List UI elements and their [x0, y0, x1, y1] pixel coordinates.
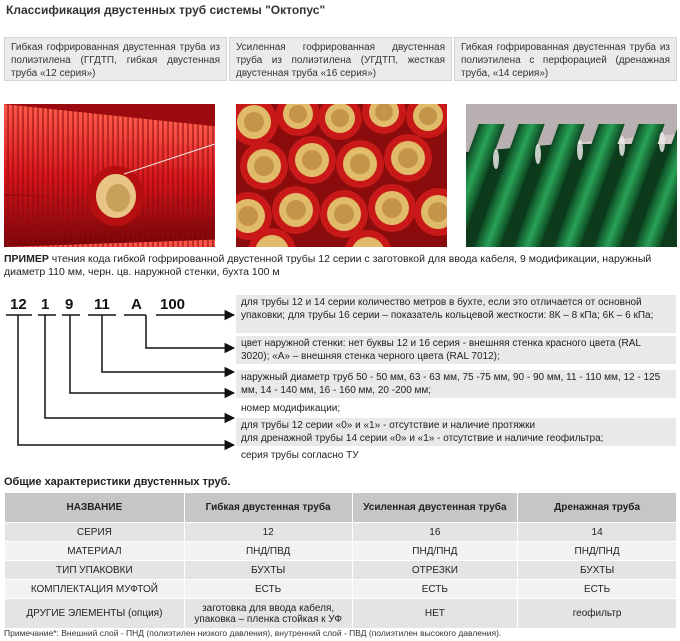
code-token-color: А [131, 296, 142, 313]
cell-value: геофильтр [518, 599, 677, 629]
example-label: ПРИМЕР [4, 253, 49, 265]
code-token-length: 100 [160, 296, 186, 313]
pipe-types-row [4, 37, 677, 81]
header-drainage: Дренажная труба [518, 493, 677, 523]
cell-value: ПНД/ПВД [184, 542, 352, 561]
type-reinforced: Усиленная гофрированная двустенная труба из полиэтилена (УГДТП, жесткая двустенная труба «16 серия») [229, 37, 452, 81]
desc-outer-color: цвет наружной стенки: нет буквы 12 и 16 серия - внешняя стенка красного цвета (RAL 3020); «А» – внешняя стенка черного цвета (RAL 7012); [236, 336, 676, 364]
desc-outer-diameter: наружный диаметр труб 50 - 50 мм, 63 - 63 мм, 75 -75 мм, 90 - 90 мм, 11 - 110 мм, 12 - 125 мм, 14 - 140 мм, 16 - 160 мм, 20 -200 мм; [236, 370, 676, 398]
table-row [5, 523, 677, 542]
cell-value: ПНД/ПНД [518, 542, 677, 561]
row-label: ДРУГИЕ ЭЛЕМЕНТЫ (опция) [5, 599, 185, 629]
example-paragraph [4, 253, 676, 279]
code-token-modification-flag: 1 [41, 296, 50, 313]
header-reinforced: Усиленная двустенная труба [352, 493, 518, 523]
cell-value: ЕСТЬ [518, 580, 677, 599]
cell-value: БУХТЫ [184, 561, 352, 580]
table-row [5, 542, 677, 561]
footnote: Примечание*: Внешний слой - ПНД (полиэтилен низкого давления), внутренний слой - ПВД (полиэтилен высокого давления). [4, 628, 502, 638]
page-title: Классификация двустенных труб системы "Октопус" [6, 3, 326, 17]
row-label: ТИП УПАКОВКИ [5, 561, 185, 580]
code-token-modification-number: 9 [65, 296, 74, 313]
cell-value: ЕСТЬ [352, 580, 518, 599]
cell-value: 12 [184, 523, 352, 542]
code-token-series: 12 [10, 296, 27, 313]
row-label: КОМПЛЕКТАЦИЯ МУФТОЙ [5, 580, 185, 599]
type-flexible: Гибкая гофрированная двустенная труба из полиэтилена (ГГДТП, гибкая двустенная труба «12 серия») [4, 37, 227, 81]
cell-value: НЕТ [352, 599, 518, 629]
header-flexible: Гибкая двустенная труба [184, 493, 352, 523]
table-row [5, 580, 677, 599]
desc-series: серия трубы согласно ТУ [241, 450, 359, 461]
desc-modification-flag: для трубы 12 серии «0» и «1» - отсутствие и наличие протяжки для дренажной трубы 14 серии «0» и «1» - отсутствие и наличие геофильтра; [236, 418, 676, 446]
cell-value: ОТРЕЗКИ [352, 561, 518, 580]
cell-value: 16 [352, 523, 518, 542]
cell-value: ПНД/ПНД [352, 542, 518, 561]
row-label: МАТЕРИАЛ [5, 542, 185, 561]
characteristics-table [4, 492, 677, 629]
photo-flexible-pipe [4, 104, 215, 247]
photo-reinforced-pipes [236, 104, 447, 247]
photo-drainage-pipe [466, 104, 677, 247]
example-text: чтения кода гибкой гофрированной двустенной трубы 12 серии с заготовкой для ввода кабеля, 9 модификации, наружный диаметр 110 мм, черн. цв. наружной стенки, бухта 100 м [4, 253, 652, 278]
table-row [5, 599, 677, 629]
row-label: СЕРИЯ [5, 523, 185, 542]
desc-modification-number: номер модификации; [241, 403, 341, 414]
table-row [5, 561, 677, 580]
cell-value: ЕСТЬ [184, 580, 352, 599]
cell-value: заготовка для ввода кабеля, упаковка – пленка стойкая к УФ [184, 599, 352, 629]
cell-value: БУХТЫ [518, 561, 677, 580]
table-header-row [5, 493, 677, 523]
desc-length-stiffness: для трубы 12 и 14 серии количество метров в бухте, если это отличается от основной упаковки; для трубы 16 серии – показатель кольцевой жесткости: 8К – 8 кПа; 6К – 6 кПа; [236, 295, 676, 333]
cell-value: 14 [518, 523, 677, 542]
type-drainage: Гибкая гофрированная двустенная труба из полиэтилена с перфорацией (дренажная труба, «14 серия») [454, 37, 677, 81]
characteristics-title: Общие характеристики двустенных труб. [4, 476, 231, 488]
code-token-diameter: 11 [94, 296, 110, 313]
header-name: НАЗВАНИЕ [5, 493, 185, 523]
code-diagram [0, 290, 680, 466]
